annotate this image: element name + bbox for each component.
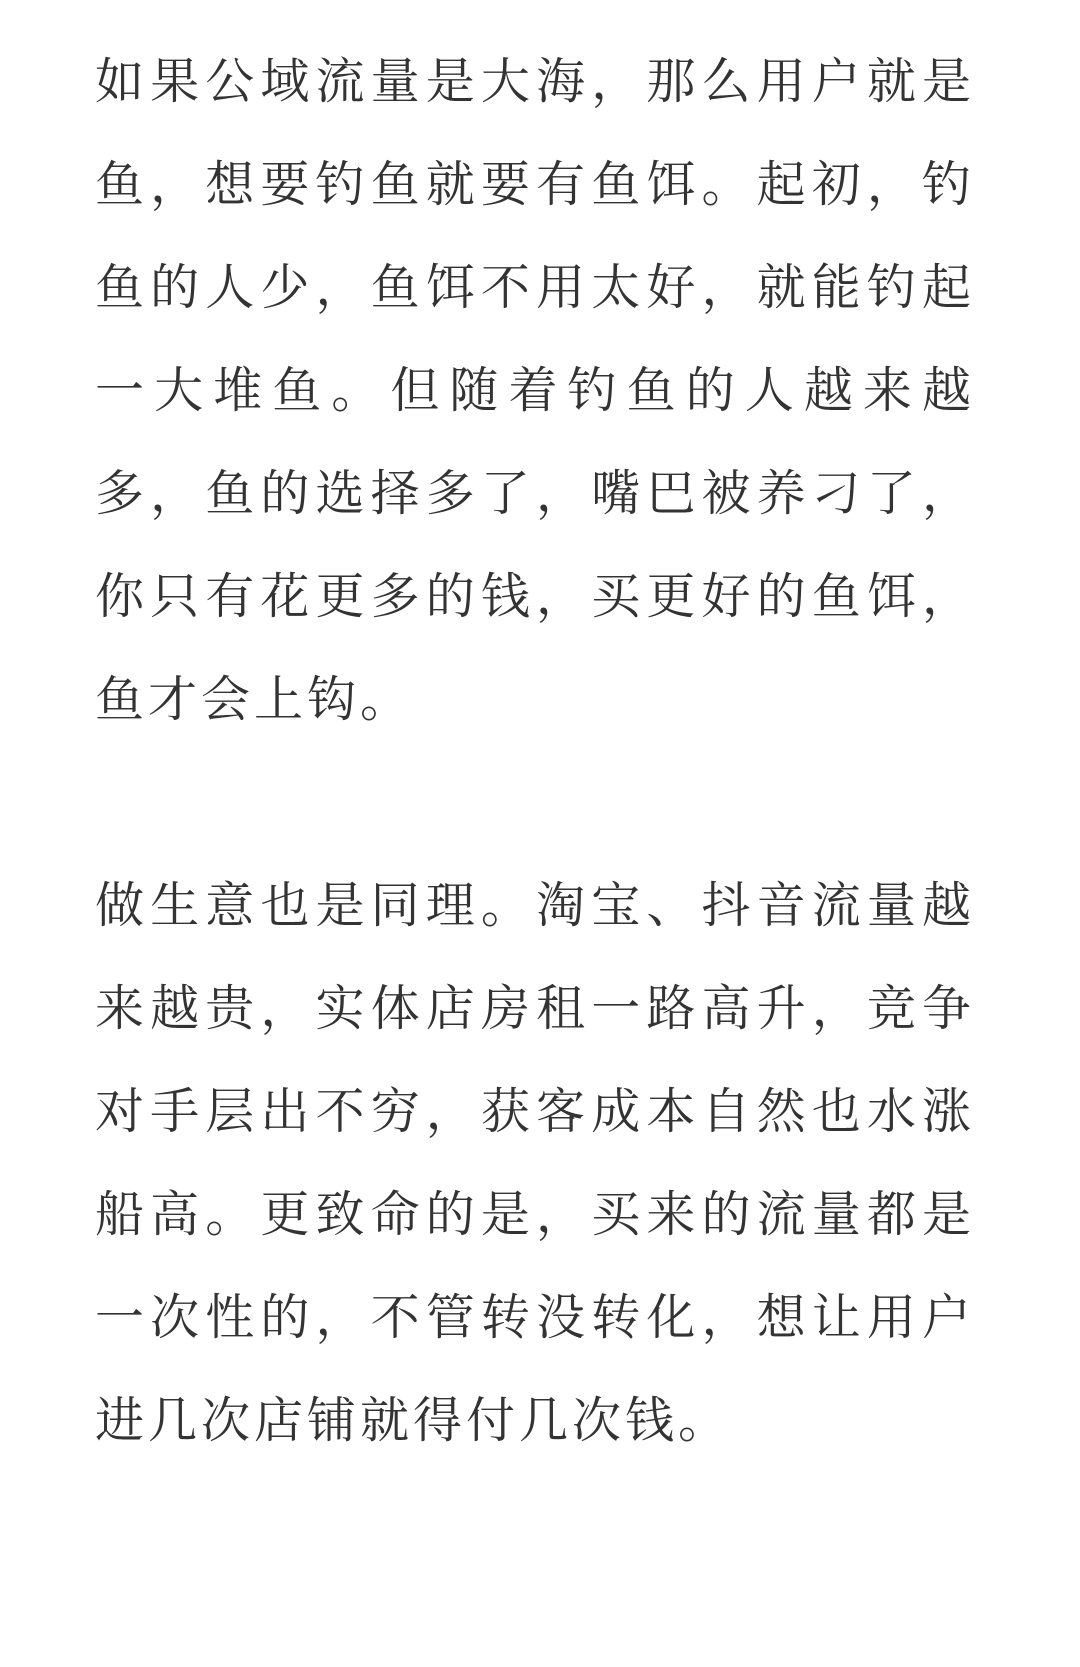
paragraph-2: 做生意也是同理。淘宝、抖音流量越来越贵，实体店房租一路高升，竞争对手层出不穷，获客成本自然也水涨船高。更致命的是，买来的流量都是一次性的，不管转没转化，想让用户进几次店铺就得付几次钱。 (95, 877, 975, 1449)
article-body (95, 30, 975, 1472)
paragraph-1: 如果公域流量是大海，那么用户就是鱼，想要钓鱼就要有鱼饵。起初，钓鱼的人少，鱼饵不用太好，就能钓起一大堆鱼。但随着钓鱼的人越来越多，鱼的选择多了，嘴巴被养刁了，你只有花更多的钱，买更好的鱼饵，鱼才会上钩。 (95, 53, 975, 728)
